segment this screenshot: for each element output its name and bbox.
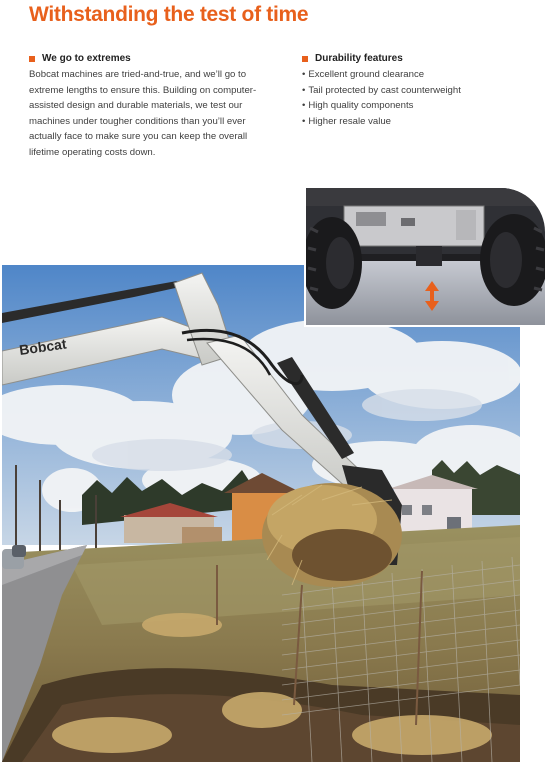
bullet: •	[302, 69, 306, 80]
body-line: machines under tougher conditions than you’ll ever	[29, 115, 246, 127]
feature-text: Tail protected by cast counterweight	[308, 84, 461, 96]
extremes-heading	[29, 53, 281, 64]
durability-section	[302, 53, 532, 129]
bullet: •	[302, 100, 306, 111]
feature-text: High quality components	[308, 100, 414, 111]
durability-heading-text: Durability features	[315, 53, 403, 64]
extremes-heading-text: We go to extremes	[42, 53, 131, 64]
body-line: extreme lengths to ensure this. Building on computer-	[29, 84, 257, 96]
excavator-photo	[2, 265, 520, 762]
feature-text: Excellent ground clearance	[308, 69, 425, 80]
list-item	[302, 98, 532, 114]
page-title: Withstanding the test of time	[29, 3, 309, 26]
body-line: Bobcat machines are tried-and-true, and we’ll go to	[29, 69, 247, 80]
undercarriage-illustration	[306, 188, 545, 325]
list-item	[302, 67, 532, 83]
extremes-body	[29, 67, 281, 160]
bobcat-brand-label: Bobcat	[18, 335, 68, 358]
body-line: assisted design and durable materials, we test our	[29, 100, 243, 111]
extremes-section	[29, 53, 281, 160]
orange-square-icon	[302, 56, 308, 62]
feature-text: Higher resale value	[308, 115, 392, 127]
grass-clump	[262, 483, 402, 587]
durability-heading	[302, 53, 532, 64]
list-item	[302, 83, 532, 99]
body-line: actually face to make sure you can keep the overall	[29, 131, 248, 142]
excavator-illustration	[2, 265, 520, 762]
bullet: •	[302, 84, 306, 96]
list-item	[302, 114, 532, 130]
undercarriage-inset-photo	[304, 186, 547, 327]
orange-square-icon	[29, 56, 35, 62]
durability-feature-list	[302, 67, 532, 129]
bullet: •	[302, 115, 306, 127]
body-line: lifetime operating costs down.	[29, 146, 156, 158]
